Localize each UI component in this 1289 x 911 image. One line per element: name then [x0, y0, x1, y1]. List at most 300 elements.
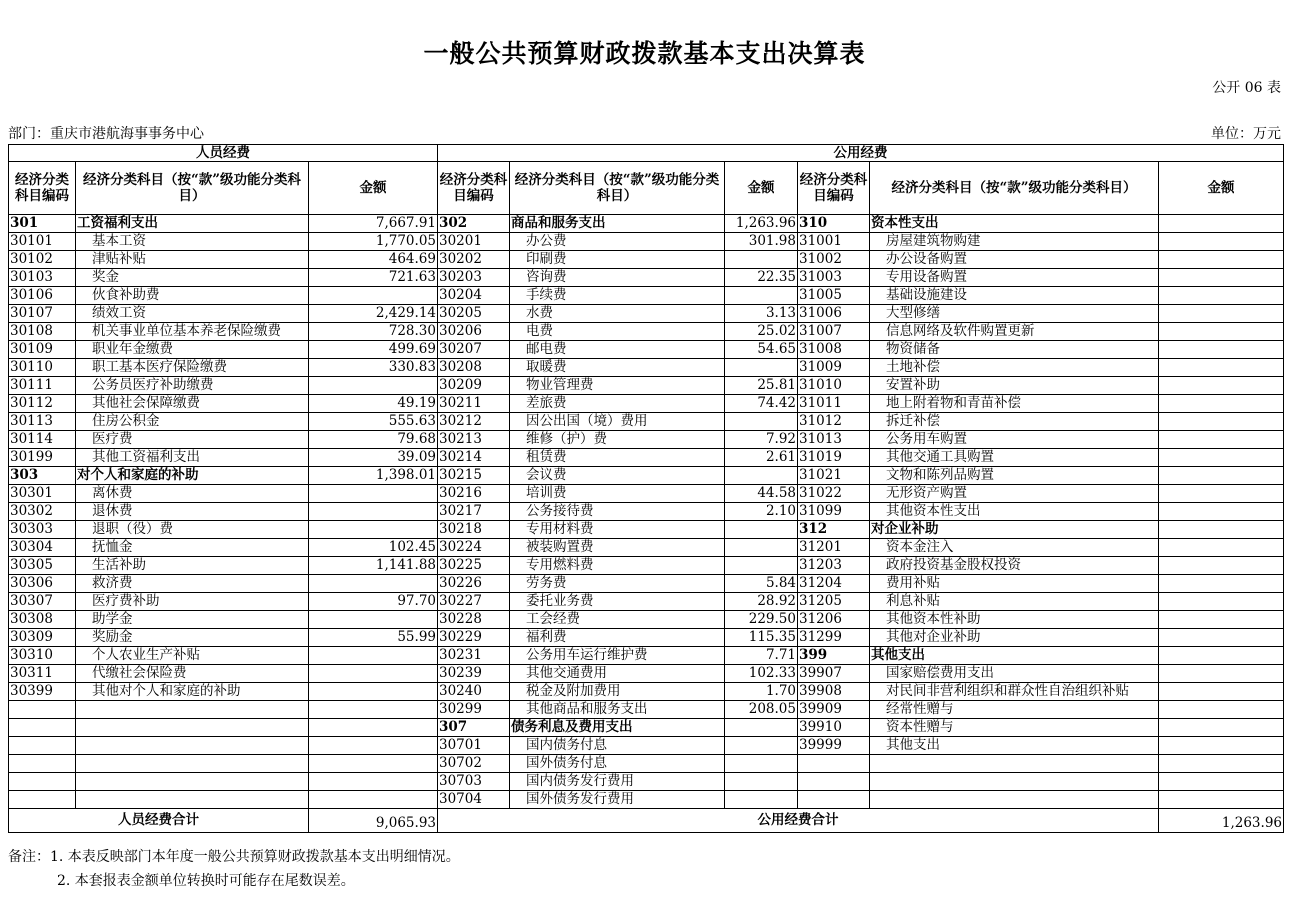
public2-code-cell: 39909 [798, 701, 870, 719]
personnel-name-cell: 工资福利支出 [76, 215, 309, 233]
public1-code-cell: 30213 [438, 431, 510, 449]
public2-name-cell: 公务用车购置 [870, 431, 1159, 449]
totals-row [9, 809, 1284, 833]
amount-header: 金额 [1159, 162, 1284, 215]
table-row [9, 647, 1284, 665]
public2-name-cell [870, 773, 1159, 791]
personnel-amount-cell [309, 719, 438, 737]
public2-code-cell: 31010 [798, 377, 870, 395]
public1-name-cell: 因公出国（境）费用 [510, 413, 725, 431]
public2-amount-cell [1159, 593, 1284, 611]
note-line-1: 备注：1. 本表反映部门本年度一般公共预算财政拨款基本支出明细情况。 [8, 849, 460, 865]
public1-name-cell: 劳务费 [510, 575, 725, 593]
personnel-amount-cell: 499.69 [309, 341, 438, 359]
public1-name-cell: 工会经费 [510, 611, 725, 629]
table-row [9, 413, 1284, 431]
public2-amount-cell [1159, 449, 1284, 467]
personnel-code-cell: 30114 [9, 431, 76, 449]
public2-code-cell [798, 773, 870, 791]
public2-name-cell: 费用补贴 [870, 575, 1159, 593]
public1-name-cell: 委托业务费 [510, 593, 725, 611]
table-row [9, 341, 1284, 359]
table-row [9, 611, 1284, 629]
public1-name-cell: 商品和服务支出 [510, 215, 725, 233]
public2-amount-cell [1159, 233, 1284, 251]
table-row [9, 395, 1284, 413]
public1-name-cell: 其他交通费用 [510, 665, 725, 683]
personnel-code-cell: 30113 [9, 413, 76, 431]
name-header: 经济分类科目（按“款”级功能分类科目） [870, 162, 1159, 215]
public2-name-cell: 房屋建筑物购建 [870, 233, 1159, 251]
personnel-amount-cell [309, 521, 438, 539]
public2-amount-cell [1159, 503, 1284, 521]
public1-code-cell: 30239 [438, 665, 510, 683]
personnel-code-cell: 30111 [9, 377, 76, 395]
unit-label: 单位：万元 [1211, 126, 1281, 142]
personnel-amount-cell: 555.63 [309, 413, 438, 431]
table-row [9, 431, 1284, 449]
section-header-row [9, 145, 1284, 162]
public1-amount-cell [725, 467, 798, 485]
personnel-name-cell: 抚恤金 [76, 539, 309, 557]
personnel-code-cell: 30399 [9, 683, 76, 701]
public2-amount-cell [1159, 683, 1284, 701]
public2-name-cell: 拆迁补偿 [870, 413, 1159, 431]
public2-name-cell: 专用设备购置 [870, 269, 1159, 287]
public2-name-cell: 资本金注入 [870, 539, 1159, 557]
personnel-code-cell: 30110 [9, 359, 76, 377]
public1-name-cell: 邮电费 [510, 341, 725, 359]
public1-code-cell: 30209 [438, 377, 510, 395]
public1-code-cell: 30231 [438, 647, 510, 665]
public1-amount-cell: 208.05 [725, 701, 798, 719]
table-row [9, 575, 1284, 593]
personnel-name-cell: 助学金 [76, 611, 309, 629]
public1-name-cell: 其他商品和服务支出 [510, 701, 725, 719]
table-row [9, 467, 1284, 485]
notes [8, 845, 460, 893]
public1-amount-cell [725, 359, 798, 377]
public1-amount-cell [725, 287, 798, 305]
personnel-code-cell: 30310 [9, 647, 76, 665]
public2-amount-cell [1159, 611, 1284, 629]
personnel-amount-cell: 49.19 [309, 395, 438, 413]
public-total-label: 公用经费合计 [438, 809, 1159, 833]
personnel-code-cell: 30112 [9, 395, 76, 413]
public2-code-cell: 31007 [798, 323, 870, 341]
personnel-amount-cell: 1,770.05 [309, 233, 438, 251]
table-row [9, 485, 1284, 503]
public2-code-cell: 310 [798, 215, 870, 233]
personnel-amount-cell: 464.69 [309, 251, 438, 269]
personnel-amount-cell [309, 755, 438, 773]
personnel-name-cell [76, 791, 309, 809]
public2-amount-cell [1159, 521, 1284, 539]
public1-name-cell: 专用材料费 [510, 521, 725, 539]
public1-code-cell: 30702 [438, 755, 510, 773]
public1-code-cell: 30217 [438, 503, 510, 521]
personnel-name-cell: 绩效工资 [76, 305, 309, 323]
personnel-amount-cell: 55.99 [309, 629, 438, 647]
public2-amount-cell [1159, 467, 1284, 485]
personnel-name-cell: 医疗费 [76, 431, 309, 449]
public1-amount-cell [725, 251, 798, 269]
personnel-amount-cell: 721.63 [309, 269, 438, 287]
table-row [9, 377, 1284, 395]
public2-name-cell: 其他资本性支出 [870, 503, 1159, 521]
public2-name-cell: 对企业补助 [870, 521, 1159, 539]
public1-code-cell: 302 [438, 215, 510, 233]
personnel-code-cell: 30102 [9, 251, 76, 269]
public2-name-cell: 国家赔偿费用支出 [870, 665, 1159, 683]
public2-name-cell: 土地补偿 [870, 359, 1159, 377]
public1-amount-cell [725, 791, 798, 809]
personnel-amount-cell: 1,398.01 [309, 467, 438, 485]
public-total-amount: 1,263.96 [1159, 809, 1284, 833]
personnel-code-cell [9, 701, 76, 719]
public2-code-cell: 39908 [798, 683, 870, 701]
personnel-name-cell: 奖金 [76, 269, 309, 287]
public1-amount-cell [725, 539, 798, 557]
personnel-name-cell: 其他工资福利支出 [76, 449, 309, 467]
public1-amount-cell: 301.98 [725, 233, 798, 251]
public1-amount-cell [725, 413, 798, 431]
public2-name-cell: 利息补贴 [870, 593, 1159, 611]
table-row [9, 791, 1284, 809]
personnel-amount-cell [309, 575, 438, 593]
public1-name-cell: 被装购置费 [510, 539, 725, 557]
public1-code-cell: 30228 [438, 611, 510, 629]
public1-code-cell: 30214 [438, 449, 510, 467]
public1-code-cell: 30240 [438, 683, 510, 701]
public2-amount-cell [1159, 305, 1284, 323]
public2-code-cell: 31205 [798, 593, 870, 611]
personnel-total-label: 人员经费合计 [9, 809, 309, 833]
public1-code-cell: 30227 [438, 593, 510, 611]
personnel-amount-cell: 102.45 [309, 539, 438, 557]
table-row [9, 737, 1284, 755]
column-header-row [9, 162, 1284, 215]
public1-name-cell: 水费 [510, 305, 725, 323]
public2-name-cell [870, 791, 1159, 809]
personnel-code-cell: 30308 [9, 611, 76, 629]
public2-code-cell: 31013 [798, 431, 870, 449]
public2-amount-cell [1159, 395, 1284, 413]
public1-amount-cell: 28.92 [725, 593, 798, 611]
public1-name-cell: 差旅费 [510, 395, 725, 413]
personnel-amount-cell [309, 665, 438, 683]
public1-amount-cell: 2.10 [725, 503, 798, 521]
table-row [9, 233, 1284, 251]
public2-name-cell: 其他支出 [870, 737, 1159, 755]
public2-name-cell: 文物和陈列品购置 [870, 467, 1159, 485]
personnel-name-cell: 基本工资 [76, 233, 309, 251]
public2-code-cell: 31206 [798, 611, 870, 629]
public2-code-cell: 31201 [798, 539, 870, 557]
personnel-name-cell: 伙食补助费 [76, 287, 309, 305]
table-row [9, 719, 1284, 737]
public1-name-cell: 维修（护）费 [510, 431, 725, 449]
public2-name-cell: 资本性支出 [870, 215, 1159, 233]
public1-code-cell: 30206 [438, 323, 510, 341]
table-row [9, 539, 1284, 557]
note-line-2: 2. 本套报表金额单位转换时可能存在尾数误差。 [57, 873, 355, 889]
public1-name-cell: 国外债务发行费用 [510, 791, 725, 809]
public1-amount-cell: 44.58 [725, 485, 798, 503]
public1-name-cell: 手续费 [510, 287, 725, 305]
personnel-code-cell [9, 755, 76, 773]
table-row [9, 683, 1284, 701]
personnel-code-cell: 30199 [9, 449, 76, 467]
public2-name-cell: 无形资产购置 [870, 485, 1159, 503]
table-row [9, 701, 1284, 719]
code-header: 经济分类科目编码 [798, 162, 870, 215]
table-row [9, 665, 1284, 683]
personnel-name-cell: 退职（役）费 [76, 521, 309, 539]
personnel-code-cell: 30304 [9, 539, 76, 557]
public2-name-cell: 信息网络及软件购置更新 [870, 323, 1159, 341]
name-header: 经济分类科目（按“款”级功能分类科目） [76, 162, 309, 215]
personnel-amount-cell [309, 503, 438, 521]
public1-amount-cell [725, 773, 798, 791]
personnel-code-cell: 30305 [9, 557, 76, 575]
personnel-amount-cell: 39.09 [309, 449, 438, 467]
public1-name-cell: 公务用车运行维护费 [510, 647, 725, 665]
public2-amount-cell [1159, 215, 1284, 233]
personnel-name-cell [76, 701, 309, 719]
public1-amount-cell: 22.35 [725, 269, 798, 287]
public1-name-cell: 电费 [510, 323, 725, 341]
personnel-name-cell: 其他社会保障缴费 [76, 395, 309, 413]
public2-code-cell: 31204 [798, 575, 870, 593]
public1-code-cell: 30216 [438, 485, 510, 503]
public1-name-cell: 取暖费 [510, 359, 725, 377]
public2-code-cell: 31019 [798, 449, 870, 467]
public1-code-cell: 30208 [438, 359, 510, 377]
personnel-amount-cell [309, 773, 438, 791]
public2-name-cell: 其他交通工具购置 [870, 449, 1159, 467]
public1-name-cell: 税金及附加费用 [510, 683, 725, 701]
public2-amount-cell [1159, 575, 1284, 593]
personnel-amount-cell [309, 701, 438, 719]
public2-name-cell: 办公设备购置 [870, 251, 1159, 269]
personnel-amount-cell: 2,429.14 [309, 305, 438, 323]
public1-code-cell: 30205 [438, 305, 510, 323]
personnel-amount-cell: 7,667.91 [309, 215, 438, 233]
public2-code-cell: 31005 [798, 287, 870, 305]
public1-code-cell: 30211 [438, 395, 510, 413]
public2-name-cell: 地上附着物和青苗补偿 [870, 395, 1159, 413]
personnel-code-cell [9, 773, 76, 791]
table-row [9, 755, 1284, 773]
public1-code-cell: 30704 [438, 791, 510, 809]
public2-code-cell: 31003 [798, 269, 870, 287]
public1-amount-cell: 115.35 [725, 629, 798, 647]
personnel-code-cell: 303 [9, 467, 76, 485]
personnel-amount-cell [309, 611, 438, 629]
table-row [9, 269, 1284, 287]
public2-code-cell: 31001 [798, 233, 870, 251]
public1-name-cell: 债务利息及费用支出 [510, 719, 725, 737]
table-row [9, 773, 1284, 791]
public2-name-cell: 其他资本性补助 [870, 611, 1159, 629]
personnel-amount-cell [309, 377, 438, 395]
personnel-amount-cell: 1,141.88 [309, 557, 438, 575]
public1-amount-cell: 74.42 [725, 395, 798, 413]
public1-amount-cell: 7.71 [725, 647, 798, 665]
public1-code-cell: 307 [438, 719, 510, 737]
public1-name-cell: 印刷费 [510, 251, 725, 269]
public1-name-cell: 培训费 [510, 485, 725, 503]
form-number: 公开 06 表 [1212, 80, 1281, 96]
table-row [9, 629, 1284, 647]
public1-name-cell: 专用燃料费 [510, 557, 725, 575]
personnel-section-header: 人员经费 [9, 145, 438, 162]
public2-amount-cell [1159, 557, 1284, 575]
table-row [9, 359, 1284, 377]
public1-amount-cell: 229.50 [725, 611, 798, 629]
public2-code-cell: 31008 [798, 341, 870, 359]
personnel-name-cell: 职业年金缴费 [76, 341, 309, 359]
public1-amount-cell: 54.65 [725, 341, 798, 359]
personnel-name-cell: 住房公积金 [76, 413, 309, 431]
public1-name-cell: 国内债务发行费用 [510, 773, 725, 791]
public1-code-cell: 30703 [438, 773, 510, 791]
public2-amount-cell [1159, 791, 1284, 809]
department-label: 部门：重庆市港航海事事务中心 [8, 126, 204, 142]
personnel-name-cell: 退休费 [76, 503, 309, 521]
public1-code-cell: 30204 [438, 287, 510, 305]
public2-name-cell: 政府投资基金股权投资 [870, 557, 1159, 575]
personnel-amount-cell [309, 647, 438, 665]
public1-amount-cell [725, 737, 798, 755]
public1-code-cell: 30299 [438, 701, 510, 719]
public1-amount-cell: 3.13 [725, 305, 798, 323]
public2-code-cell: 31011 [798, 395, 870, 413]
personnel-name-cell: 其他对个人和家庭的补助 [76, 683, 309, 701]
code-header: 经济分类科目编码 [9, 162, 76, 215]
table-row [9, 503, 1284, 521]
personnel-name-cell: 津贴补贴 [76, 251, 309, 269]
public2-amount-cell [1159, 413, 1284, 431]
personnel-name-cell: 职工基本医疗保险缴费 [76, 359, 309, 377]
public1-name-cell: 福利费 [510, 629, 725, 647]
public2-amount-cell [1159, 485, 1284, 503]
public2-name-cell: 物资储备 [870, 341, 1159, 359]
public2-name-cell: 资本性赠与 [870, 719, 1159, 737]
table-row [9, 323, 1284, 341]
personnel-amount-cell: 79.68 [309, 431, 438, 449]
public1-code-cell: 30215 [438, 467, 510, 485]
public1-amount-cell: 7.92 [725, 431, 798, 449]
table-row [9, 449, 1284, 467]
personnel-code-cell: 30307 [9, 593, 76, 611]
table-row [9, 287, 1284, 305]
page-title: 一般公共预算财政拨款基本支出决算表 [423, 39, 866, 68]
personnel-amount-cell: 330.83 [309, 359, 438, 377]
public1-name-cell: 会议费 [510, 467, 725, 485]
amount-header: 金额 [309, 162, 438, 215]
public2-code-cell: 399 [798, 647, 870, 665]
personnel-amount-cell: 97.70 [309, 593, 438, 611]
public1-code-cell: 30212 [438, 413, 510, 431]
personnel-name-cell: 救济费 [76, 575, 309, 593]
public1-name-cell: 咨询费 [510, 269, 725, 287]
personnel-amount-cell [309, 737, 438, 755]
public2-code-cell: 31299 [798, 629, 870, 647]
public2-amount-cell [1159, 431, 1284, 449]
public2-amount-cell [1159, 323, 1284, 341]
personnel-code-cell: 30306 [9, 575, 76, 593]
public2-code-cell: 31012 [798, 413, 870, 431]
personnel-amount-cell [309, 485, 438, 503]
public2-code-cell: 39999 [798, 737, 870, 755]
personnel-code-cell [9, 737, 76, 755]
public2-name-cell: 对民间非营利组织和群众性自治组织补贴 [870, 683, 1159, 701]
public1-amount-cell: 25.81 [725, 377, 798, 395]
public2-name-cell: 其他支出 [870, 647, 1159, 665]
public2-amount-cell [1159, 539, 1284, 557]
public2-code-cell [798, 791, 870, 809]
public2-amount-cell [1159, 341, 1284, 359]
personnel-name-cell: 奖励金 [76, 629, 309, 647]
public2-name-cell [870, 755, 1159, 773]
public2-name-cell: 经常性赠与 [870, 701, 1159, 719]
public1-amount-cell: 102.33 [725, 665, 798, 683]
public2-amount-cell [1159, 359, 1284, 377]
personnel-name-cell [76, 755, 309, 773]
public1-code-cell: 30224 [438, 539, 510, 557]
public2-amount-cell [1159, 755, 1284, 773]
public2-code-cell: 31002 [798, 251, 870, 269]
amount-header: 金额 [725, 162, 798, 215]
public2-code-cell: 31009 [798, 359, 870, 377]
public2-code-cell: 31022 [798, 485, 870, 503]
public2-amount-cell [1159, 773, 1284, 791]
personnel-name-cell [76, 737, 309, 755]
personnel-name-cell: 个人农业生产补贴 [76, 647, 309, 665]
personnel-name-cell [76, 719, 309, 737]
personnel-code-cell: 30303 [9, 521, 76, 539]
public1-amount-cell: 1,263.96 [725, 215, 798, 233]
public1-code-cell: 30226 [438, 575, 510, 593]
public2-code-cell: 31203 [798, 557, 870, 575]
public1-amount-cell [725, 719, 798, 737]
personnel-total-amount: 9,065.93 [309, 809, 438, 833]
public2-name-cell: 其他对企业补助 [870, 629, 1159, 647]
personnel-name-cell: 公务员医疗补助缴费 [76, 377, 309, 395]
public2-amount-cell [1159, 701, 1284, 719]
personnel-name-cell [76, 773, 309, 791]
personnel-amount-cell [309, 791, 438, 809]
personnel-code-cell: 30108 [9, 323, 76, 341]
public2-amount-cell [1159, 251, 1284, 269]
personnel-code-cell: 30311 [9, 665, 76, 683]
personnel-code-cell [9, 719, 76, 737]
public1-name-cell: 办公费 [510, 233, 725, 251]
public1-name-cell: 租赁费 [510, 449, 725, 467]
personnel-code-cell: 30101 [9, 233, 76, 251]
personnel-code-cell: 30107 [9, 305, 76, 323]
public2-code-cell: 39907 [798, 665, 870, 683]
personnel-name-cell: 对个人和家庭的补助 [76, 467, 309, 485]
public1-amount-cell: 1.70 [725, 683, 798, 701]
personnel-code-cell: 301 [9, 215, 76, 233]
name-header: 经济分类科目（按“款”级功能分类科目） [510, 162, 725, 215]
public1-name-cell: 物业管理费 [510, 377, 725, 395]
public2-amount-cell [1159, 737, 1284, 755]
public2-amount-cell [1159, 665, 1284, 683]
